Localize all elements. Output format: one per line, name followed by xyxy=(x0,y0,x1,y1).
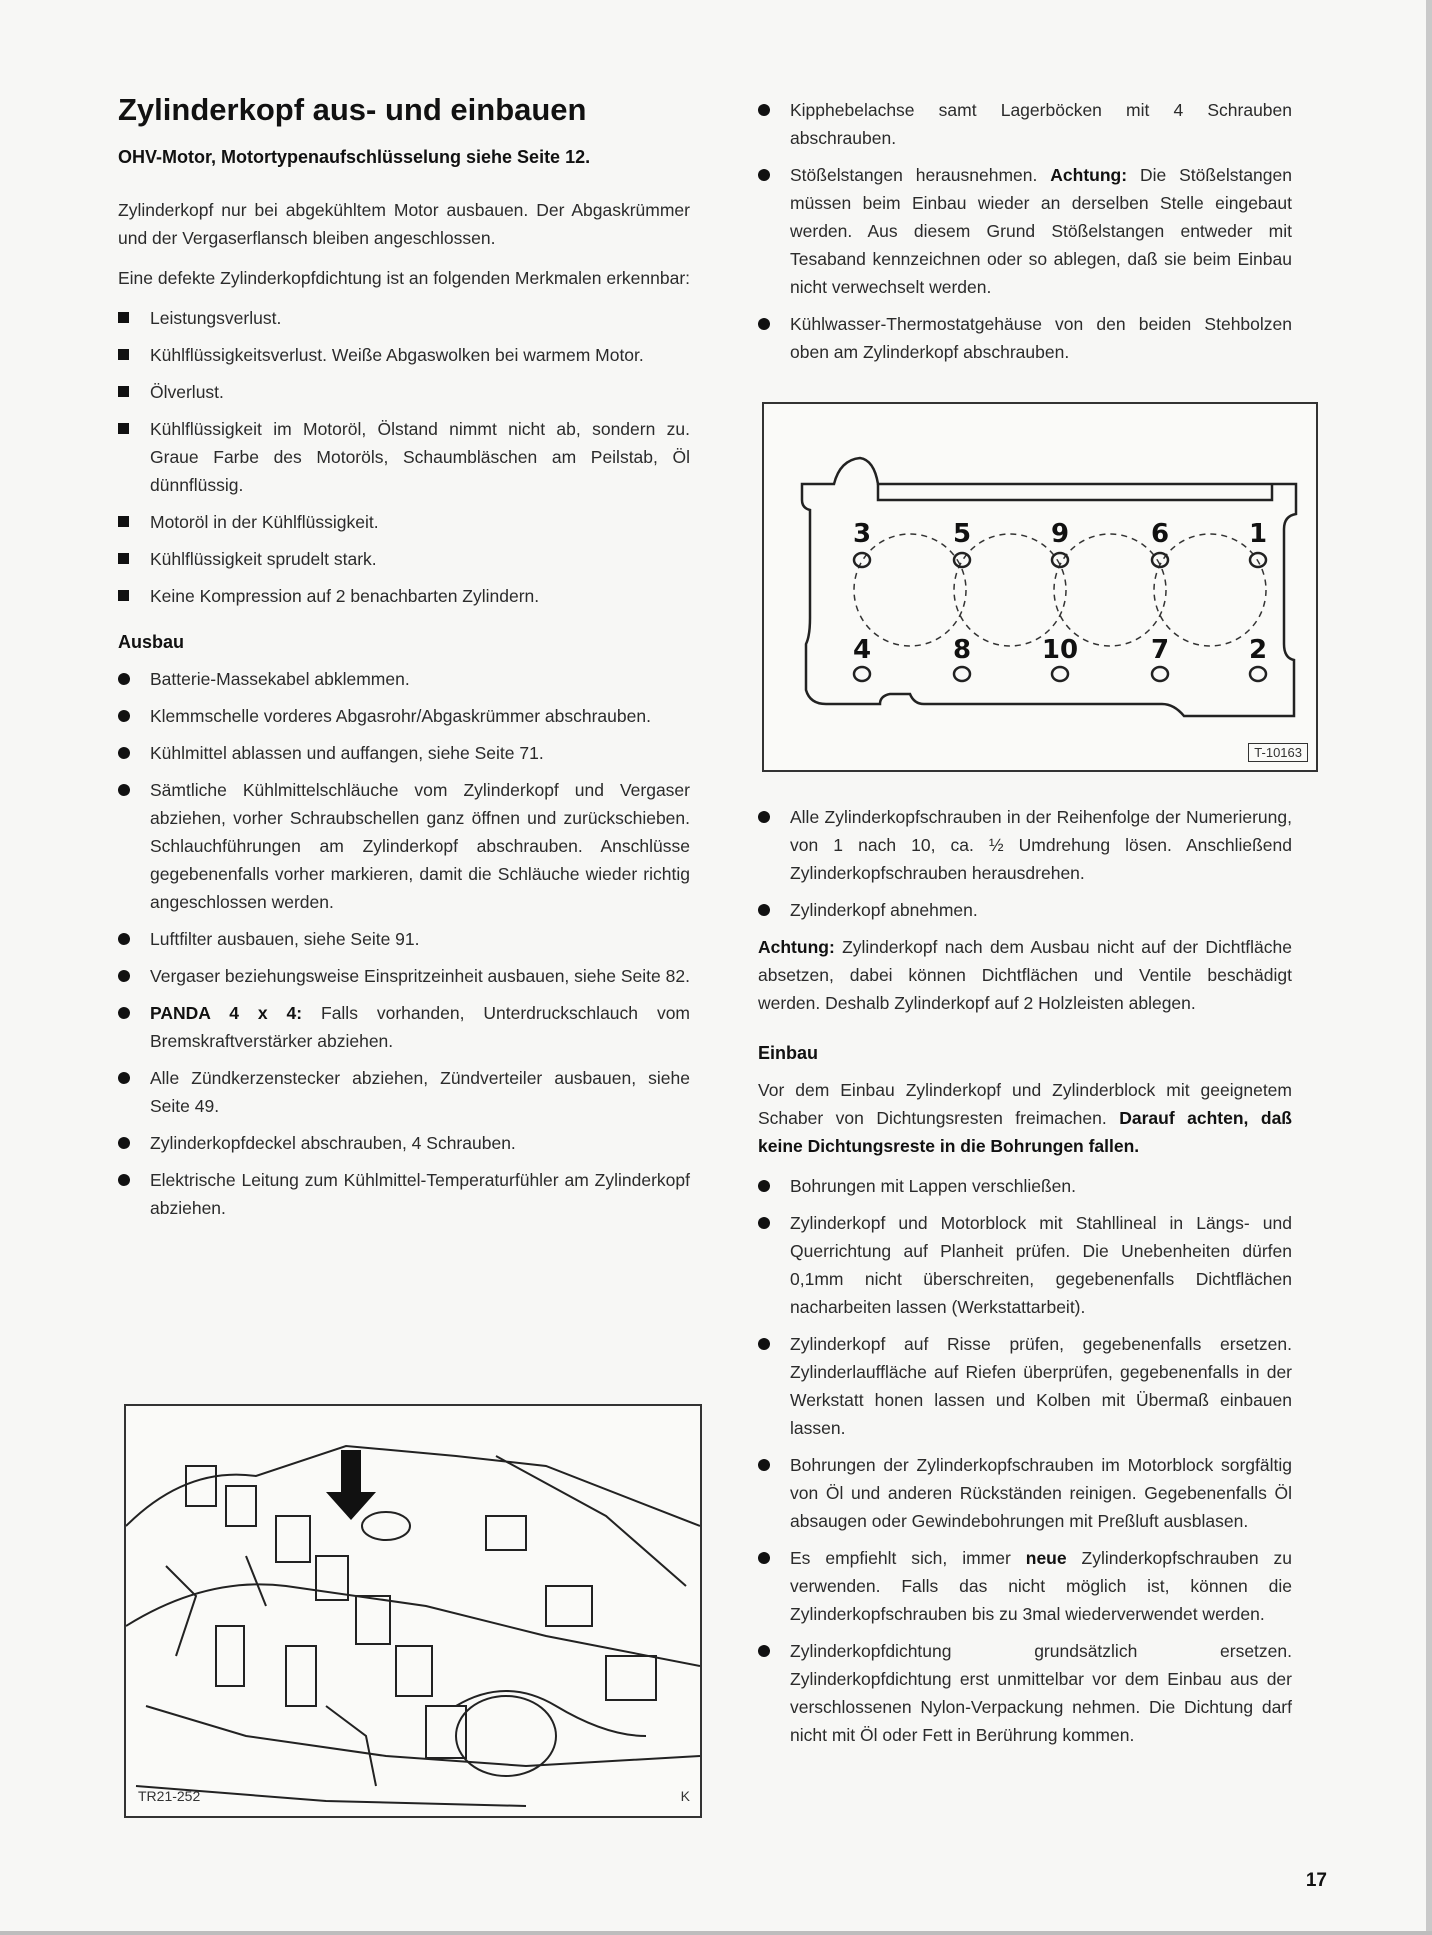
round-bullet-icon xyxy=(118,933,130,945)
list-item: Vergaser beziehungsweise Einspritzeinheit ausbauen, siehe Seite 82. xyxy=(118,962,690,990)
list-item: Zylinderkopf und Motorblock mit Stahllineal in Längs- und Querrichtung auf Planheit prüfen. Die Unebenheiten dürfen 0,1mm nicht überschreiten, gegebenenfalls Dichtflächen nacharbeiten lassen (Werkstattarbeit). xyxy=(758,1209,1292,1321)
intro-paragraph: Eine defekte Zylinderkopfdichtung ist an folgenden Merkmalen erkennbar: xyxy=(118,268,691,288)
list-item: Ölverlust. xyxy=(118,378,690,406)
bolt-number: 2 xyxy=(1248,635,1268,665)
bolt-number: 4 xyxy=(852,635,872,665)
list-item: Bohrungen der Zylinderkopfschrauben im Motorblock sorgfältig von Öl und anderen Rückständen reinigen. Gegebenenfalls Öl absaugen oder Gewindebohrungen mit Preßluft ausblasen. xyxy=(758,1451,1292,1535)
round-bullet-icon xyxy=(758,1552,770,1564)
bolt-number: 3 xyxy=(852,519,872,549)
round-bullet-icon xyxy=(758,318,770,330)
figure-code: T-10163 xyxy=(1248,743,1308,762)
square-bullet-icon xyxy=(118,590,129,601)
list-item: Zylinderkopf abnehmen. xyxy=(758,896,1292,924)
bolt-number: 9 xyxy=(1050,519,1070,549)
list-item: Zylinderkopfdichtung grundsätzlich ersetzen. Zylinderkopfdichtung erst unmittelbar vor dem Einbau aus der verschlossenen Nylon-Verpackung nehmen. Die Dichtung darf nicht mit Öl oder Fett in Berührung kommen. xyxy=(758,1637,1292,1749)
list-item: Stößelstangen herausnehmen. Achtung: Die Stößelstangen müssen beim Einbau wieder an derselben Stelle eingebaut werden. Aus diesem Grund Stößelstangen entweder mit Tesaband kennzeichnen oder so ablegen, daß sie beim Einbau nicht verwechselt werden. xyxy=(758,161,1292,301)
figure-letter: K xyxy=(680,1788,690,1804)
bolt-number: 6 xyxy=(1150,519,1170,549)
section-heading-einbau: Einbau xyxy=(758,1043,819,1063)
figure-code: TR21-252 xyxy=(138,1788,201,1804)
bolt-number: 10 xyxy=(1041,635,1079,665)
list-item: Batterie-Massekabel abklemmen. xyxy=(118,665,690,693)
right-column-top xyxy=(758,96,1292,375)
list-item: Kühlwasser-Thermostatgehäuse von den beiden Stehbolzen oben am Zylinderkopf abschrauben. xyxy=(758,310,1292,366)
list-item: Bohrungen mit Lappen verschließen. xyxy=(758,1172,1292,1200)
list-item: Luftfilter ausbauen, siehe Seite 91. xyxy=(118,925,690,953)
round-bullet-icon xyxy=(118,1137,130,1149)
list-item: Leistungsverlust. xyxy=(118,304,690,332)
bolt-number: 5 xyxy=(952,519,972,549)
square-bullet-icon xyxy=(118,553,129,564)
ausbau-steps-continued xyxy=(758,96,1292,366)
bolt-hole xyxy=(1250,667,1266,681)
list-item: Motoröl in der Kühlflüssigkeit. xyxy=(118,508,690,536)
list-item: Kühlmittel ablassen und auffangen, siehe Seite 71. xyxy=(118,739,690,767)
round-bullet-icon xyxy=(758,1645,770,1657)
list-item: Kühlflüssigkeit im Motoröl, Ölstand nimmt nicht ab, sondern zu. Graue Farbe des Motoröls, Schaumbläschen am Peilstab, Öl dünnflüssig. xyxy=(118,415,690,499)
warning-paragraph: Achtung: Zylinderkopf nach dem Ausbau nicht auf der Dichtfläche absetzen, dabei können Dichtflächen und Ventile beschädigt werden. Deshalb Zylinderkopf auf 2 Holzleisten ablegen. xyxy=(758,937,1292,1013)
list-item: Kipphebelachse samt Lagerböcken mit 4 Schrauben abschrauben. xyxy=(758,96,1292,152)
round-bullet-icon xyxy=(118,784,130,796)
ausbau-steps xyxy=(118,665,690,1222)
round-bullet-icon xyxy=(758,1459,770,1471)
list-item: Kühlflüssigkeit sprudelt stark. xyxy=(118,545,690,573)
page-subtitle: OHV-Motor, Motortypenaufschlüsselung siehe Seite 12. xyxy=(118,147,591,167)
round-bullet-icon xyxy=(118,747,130,759)
page-number: 17 xyxy=(1305,1870,1327,1891)
section-heading-ausbau: Ausbau xyxy=(118,632,185,652)
bolt-number: 7 xyxy=(1150,635,1170,665)
round-bullet-icon xyxy=(758,169,770,181)
right-column-bottom xyxy=(758,803,1292,1758)
list-item: Elektrische Leitung zum Kühlmittel-Temperaturfühler am Zylinderkopf abziehen. xyxy=(118,1166,690,1222)
bolt-hole xyxy=(1152,667,1168,681)
bolt-hole xyxy=(954,667,970,681)
page-edge xyxy=(1426,0,1432,1935)
bolt-hole xyxy=(1052,667,1068,681)
bolt-hole xyxy=(854,553,870,567)
bolt-sequence-drawing xyxy=(764,404,1316,770)
list-item: Alle Zylinderkopfschrauben in der Reihenfolge der Numerierung, von 1 nach 10, ca. ½ Umdrehung lösen. Anschließend Zylinderkopfschrauben herausdrehen. xyxy=(758,803,1292,887)
symptom-list xyxy=(118,304,690,610)
square-bullet-icon xyxy=(118,312,129,323)
left-column xyxy=(118,196,690,1231)
engine-illustration xyxy=(124,1404,702,1818)
arrow-indicator xyxy=(326,1450,376,1520)
page-edge-bottom xyxy=(0,1931,1432,1935)
intro-paragraph: Zylinderkopf nur bei abgekühltem Motor ausbauen. Der Abgaskrümmer und der Vergaserflansch bleiben angeschlossen. xyxy=(118,200,690,248)
square-bullet-icon xyxy=(118,386,129,397)
round-bullet-icon xyxy=(118,710,130,722)
list-item: Kühlflüssigkeitsverlust. Weiße Abgaswolken bei warmem Motor. xyxy=(118,341,690,369)
square-bullet-icon xyxy=(118,423,129,434)
list-item: PANDA 4 x 4: Falls vorhanden, Unterdruckschlauch vom Bremskraftverstärker abziehen. xyxy=(118,999,690,1055)
bolt-hole xyxy=(854,667,870,681)
square-bullet-icon xyxy=(118,349,129,360)
round-bullet-icon xyxy=(758,104,770,116)
list-item: Keine Kompression auf 2 benachbarten Zylindern. xyxy=(118,582,690,610)
engine-drawing xyxy=(126,1406,700,1816)
round-bullet-icon xyxy=(118,1007,130,1019)
einbau-steps xyxy=(758,1172,1292,1749)
list-item: Zylinderkopfdeckel abschrauben, 4 Schrauben. xyxy=(118,1129,690,1157)
gasket-diagram xyxy=(762,402,1318,772)
round-bullet-icon xyxy=(118,1174,130,1186)
round-bullet-icon xyxy=(758,811,770,823)
square-bullet-icon xyxy=(118,516,129,527)
ausbau-steps-final xyxy=(758,803,1292,924)
bolt-number: 1 xyxy=(1248,519,1268,549)
bolt-number: 8 xyxy=(952,635,972,665)
round-bullet-icon xyxy=(758,1217,770,1229)
list-item: Zylinderkopf auf Risse prüfen, gegebenenfalls ersetzen. Zylinderlauffläche auf Riefen überprüfen, gegebenenfalls in der Werkstatt honen lassen und Kolben mit Übermaß einbauen lassen. xyxy=(758,1330,1292,1442)
list-item: Sämtliche Kühlmittelschläuche vom Zylinderkopf und Vergaser abziehen, vorher Schraubschellen ganz öffnen und zurückschieben. Schlauchführungen am Zylinderkopf abschrauben. Anschlüsse gegebenenfalls vorher markieren, damit die Schläuche wieder richtig angeschlossen werden. xyxy=(118,776,690,916)
round-bullet-icon xyxy=(118,1072,130,1084)
round-bullet-icon xyxy=(758,1180,770,1192)
round-bullet-icon xyxy=(118,673,130,685)
round-bullet-icon xyxy=(758,1338,770,1350)
page-title: Zylinderkopf aus- und einbauen xyxy=(118,92,587,127)
list-item: Klemmschelle vorderes Abgasrohr/Abgaskrümmer abschrauben. xyxy=(118,702,690,730)
einbau-intro: Vor dem Einbau Zylinderkopf und Zylinderblock mit geeignetem Schaber von Dichtungsresten freimachen. Darauf achten, daß keine Dichtungsreste in die Bohrungen fallen. xyxy=(758,1080,1292,1156)
list-item: Es empfiehlt sich, immer neue Zylinderkopfschrauben zu verwenden. Falls das nicht möglich ist, können die Zylinderkopfschrauben bis zu 3mal wiederverwendet werden. xyxy=(758,1544,1292,1628)
round-bullet-icon xyxy=(758,904,770,916)
list-item: Alle Zündkerzenstecker abziehen, Zündverteiler ausbauen, siehe Seite 49. xyxy=(118,1064,690,1120)
round-bullet-icon xyxy=(118,970,130,982)
